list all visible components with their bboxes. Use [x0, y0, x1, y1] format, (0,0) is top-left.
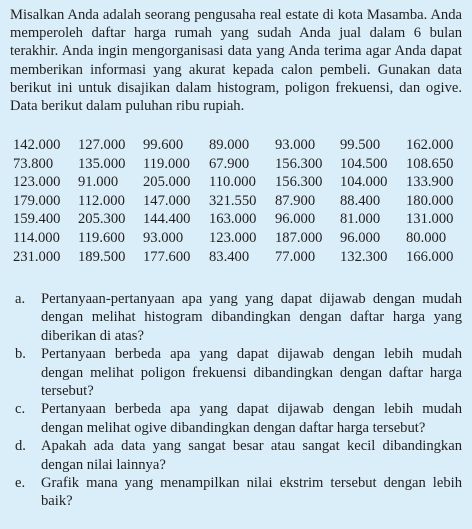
price-cell: 108.650 [406, 155, 454, 172]
question-text: Pertanyaan-pertanyaan apa yang yang dapat dijawab dengan mudah dengan melihat histogram dibandingkan dengan daftar harga yang diberikan di atas? [41, 291, 462, 344]
price-cell: 187.000 [275, 229, 323, 246]
price-cell: 189.500 [78, 248, 126, 265]
question-letter: a. [15, 291, 26, 307]
table-row [13, 192, 461, 211]
price-cell: 321.550 [209, 192, 257, 209]
price-cell: 163.000 [209, 211, 257, 228]
price-cell: 89.000 [209, 137, 250, 153]
price-cell: 179.000 [13, 192, 61, 209]
price-cell: 131.000 [406, 211, 454, 228]
price-cell: 133.900 [406, 174, 454, 191]
table-row [13, 173, 461, 192]
price-cell: 231.000 [13, 248, 61, 265]
question-text: Grafik mana yang menampilkan nilai ekstrim tersebut dengan lebih baik? [41, 475, 462, 510]
price-cell: 83.400 [209, 248, 250, 265]
price-cell: 93.000 [275, 137, 316, 153]
price-cell: 104.000 [340, 174, 388, 191]
table-row [13, 248, 461, 267]
question-item [15, 400, 462, 437]
question-letter: c. [15, 401, 26, 418]
price-cell: 144.400 [143, 211, 191, 228]
price-cell: 73.800 [13, 155, 54, 172]
question-text: Apakah ada data yang sangat besar atau sangat kecil dibandingkan dengan nilai lainnya? [41, 438, 462, 473]
price-cell: 180.000 [406, 192, 454, 209]
price-cell: 127.000 [78, 137, 126, 153]
question-list [15, 290, 462, 511]
question-letter: e. [15, 475, 26, 492]
price-cell: 119.000 [143, 155, 190, 172]
question-item [15, 474, 462, 511]
price-cell: 93.000 [143, 229, 184, 246]
price-cell: 132.300 [340, 248, 388, 265]
price-cell: 80.000 [406, 229, 447, 246]
price-cell: 119.600 [78, 229, 125, 246]
price-cell: 110.000 [209, 174, 256, 191]
price-cell: 123.000 [13, 174, 61, 191]
price-cell: 159.400 [13, 211, 61, 228]
table-row [13, 210, 461, 229]
price-cell: 88.400 [340, 192, 381, 209]
price-cell: 81.000 [340, 211, 381, 228]
price-cell: 135.000 [78, 155, 126, 172]
table-row [13, 229, 461, 248]
question-letter: d. [15, 438, 26, 455]
price-cell: 156.300 [275, 174, 323, 191]
question-letter: b. [15, 346, 26, 363]
question-item [15, 290, 462, 345]
price-cell: 177.600 [143, 248, 191, 265]
price-cell: 99.600 [143, 137, 184, 153]
question-item [15, 437, 462, 474]
price-cell: 96.000 [340, 229, 381, 246]
price-cell: 156.300 [275, 155, 323, 172]
price-cell: 147.000 [143, 192, 191, 209]
intro-paragraph: Misalkan Anda adalah seorang pengusaha real estate di kota Masamba. Anda memperoleh daftar harga rumah yang sudah Anda jual dalam 6 bulan terakhir. Anda ingin mengorganisasi data yang Anda terima agar Anda dapat memberikan informasi yang akurat kepada calon pembeli. Gunakan data berikut ini untuk disajikan dalam histogram, poligon frekuensi, dan ogive. Data berikut dalam puluhan ribu rupiah. [10, 7, 462, 115]
question-text: Pertanyaan berbeda apa yang dapat dijawab dengan lebih mudah dengan melihat ogive dibandingkan dengan daftar harga tersebut? [41, 401, 462, 436]
price-cell: 114.000 [13, 229, 60, 246]
price-cell: 205.000 [143, 174, 191, 191]
price-cell: 162.000 [406, 137, 454, 153]
price-cell: 205.300 [78, 211, 126, 228]
price-cell: 123.000 [209, 229, 257, 246]
table-row [13, 155, 461, 174]
price-cell: 87.900 [275, 192, 316, 209]
price-cell: 112.000 [78, 192, 125, 209]
question-item [15, 345, 462, 400]
price-cell: 67.900 [209, 155, 250, 172]
price-cell: 77.000 [275, 248, 316, 265]
question-text: Pertanyaan berbeda apa yang dapat dijawab dengan lebih mudah dengan melihat poligon frekuensi dibandingkan dengan daftar harga tersebut? [41, 346, 462, 400]
price-cell: 91.000 [78, 174, 119, 191]
price-cell: 166.000 [406, 248, 454, 265]
price-cell: 104.500 [340, 155, 388, 172]
price-cell: 142.000 [13, 137, 61, 153]
price-cell: 99.500 [340, 137, 381, 153]
price-cell: 96.000 [275, 211, 316, 228]
table-row [13, 136, 461, 155]
house-price-table [13, 136, 461, 266]
